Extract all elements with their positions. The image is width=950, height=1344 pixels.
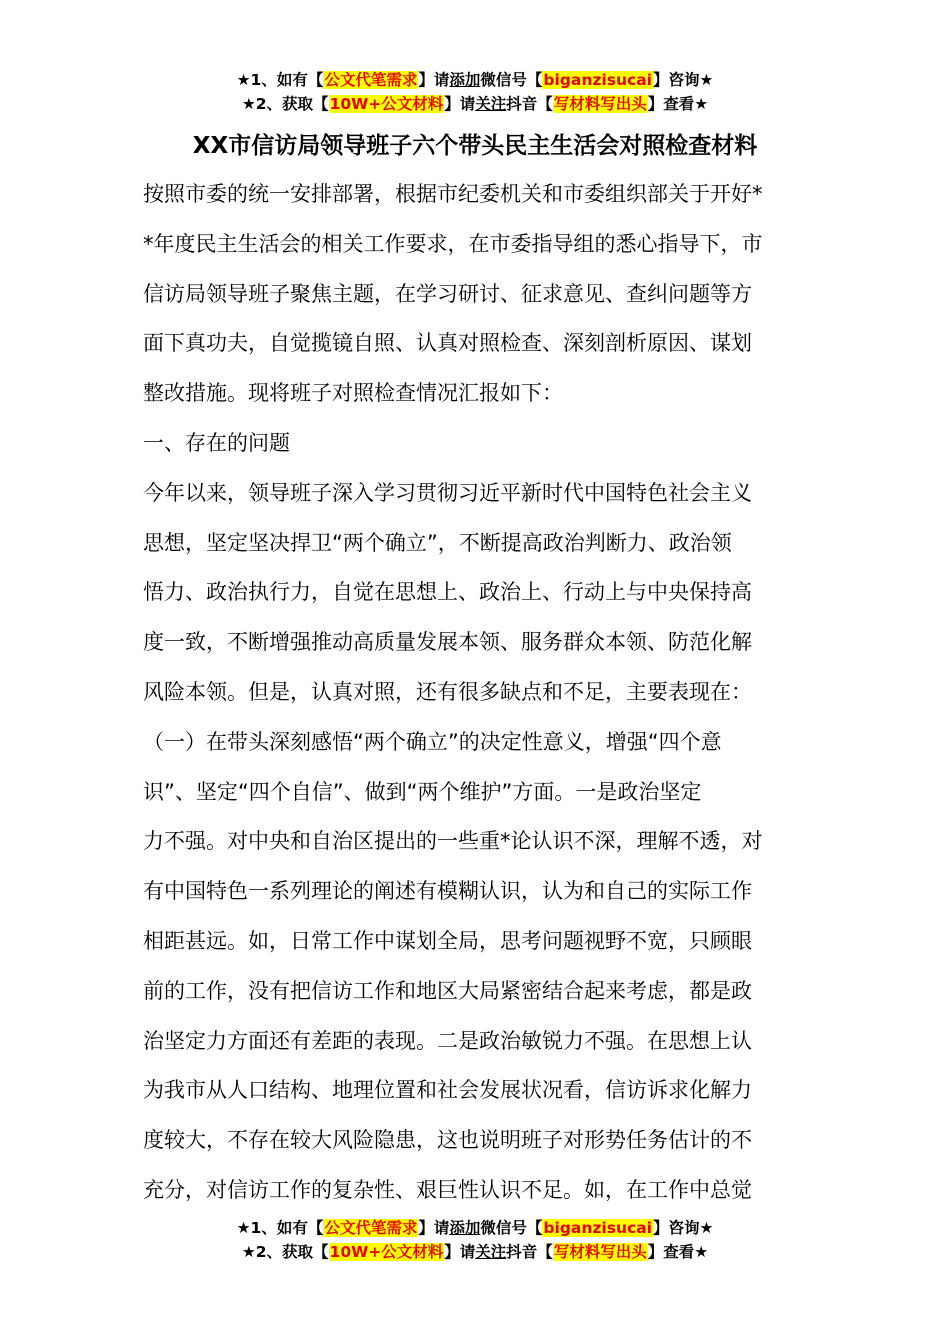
star-icon: ★ [236, 1219, 251, 1237]
promo-text: 】请 [418, 71, 450, 89]
promo-text: 1、如有【 [250, 71, 324, 89]
promo-line-wechat [0, 68, 950, 92]
body-line: 信访局领导班子聚焦主题，在学习研讨、征求意见、查纠问题等方 [143, 281, 752, 306]
promo-highlight-wechat-id: biganzisucai [543, 71, 652, 89]
body-line: 度一致，不断增强推动高质量发展本领、服务群众本领、防范化解 [143, 630, 752, 655]
promo-text: 微信号【 [480, 71, 543, 89]
body-line: *年度民主生活会的相关工作要求，在市委指导组的悉心指导下，市 [143, 231, 763, 256]
star-icon: ★ [241, 1243, 256, 1261]
body-line: 思想，坚定坚决捍卫“两个确立”，不断提高政治判断力、政治领 [143, 530, 732, 555]
promo-text: 2、获取【 [255, 95, 329, 113]
document-title: XX市信访局领导班子六个带头民主生活会对照检查材料 [192, 133, 758, 159]
promo-line-douyin [0, 92, 950, 116]
body-line: 前的工作，没有把信访工作和地区大局紧密结合起来考虑，都是政 [143, 978, 752, 1003]
promo-underlined: 关注 [475, 95, 507, 113]
promo-text: 】请 [444, 95, 476, 113]
promo-text: 】查看★ [647, 95, 709, 113]
promo-line-douyin [0, 1240, 950, 1264]
promo-banner-top [0, 68, 950, 116]
promo-highlight-wechat-id: biganzisucai [543, 1219, 652, 1237]
promo-text: 1、如有【 [250, 1219, 324, 1237]
promo-text: 】请 [444, 1243, 476, 1261]
body-line: 充分，对信访工作的复杂性、艰巨性认识不足。如，在工作中总觉 [143, 1177, 752, 1202]
body-line: 有中国特色一系列理论的阐述有模糊认识，认为和自己的实际工作 [143, 879, 752, 904]
body-line: 按照市委的统一安排部署，根据市纪委机关和市委组织部关于开好* [143, 182, 763, 206]
body-line: 治坚定力方面还有差距的表现。二是政治敏锐力不强。在思想上认 [143, 1028, 752, 1053]
star-icon: ★ [236, 71, 251, 89]
body-line: 面下真功夫，自觉揽镜自照、认真对照检查、深刻剖析原因、谋划 [143, 331, 752, 356]
star-icon: ★ [241, 95, 256, 113]
promo-text: 抖音【 [506, 95, 553, 113]
body-line: 度较大，不存在较大风险隐患，这也说明班子对形势任务估计的不 [143, 1128, 752, 1153]
promo-highlight: 10W+公文材料 [329, 1243, 444, 1261]
body-line: 为我市从人口结构、地理位置和社会发展状况看，信访诉求化解力 [143, 1078, 752, 1103]
promo-text: 抖音【 [506, 1243, 553, 1261]
promo-text: 】咨询★ [652, 71, 714, 89]
body-line: 相距甚远。如，日常工作中谋划全局，思考问题视野不宽，只顾眼 [143, 928, 752, 953]
body-line: 风险本领。但是，认真对照，还有很多缺点和不足，主要表现在： [143, 679, 752, 704]
promo-highlight: 公文代笔需求 [324, 71, 418, 89]
body-line: （一）在带头深刻感悟“两个确立”的决定性意义，增强“四个意 [143, 729, 722, 754]
promo-text: 】请 [418, 1219, 450, 1237]
promo-text: 微信号【 [480, 1219, 543, 1237]
document-body [143, 170, 813, 1216]
promo-highlight-douyin-id: 写材料写出头 [553, 1243, 647, 1261]
promo-highlight-douyin-id: 写材料写出头 [553, 95, 647, 113]
body-line: 悟力、政治执行力，自觉在思想上、政治上、行动上与中央保持高 [143, 580, 752, 605]
section-heading: 一、存在的问题 [143, 430, 290, 455]
promo-text: 】咨询★ [652, 1219, 714, 1237]
body-line: 力不强。对中央和自治区提出的一些重*论认识不深，理解不透，对 [143, 829, 763, 854]
promo-highlight: 10W+公文材料 [329, 95, 444, 113]
body-line: 整改措施。现将班子对照检查情况汇报如下： [143, 381, 563, 406]
body-line: 今年以来，领导班子深入学习贯彻习近平新时代中国特色社会主义 [143, 480, 752, 505]
promo-underlined: 添加 [449, 1219, 481, 1237]
promo-text: 】查看★ [647, 1243, 709, 1261]
promo-highlight: 公文代笔需求 [324, 1219, 418, 1237]
promo-underlined: 添加 [449, 71, 481, 89]
promo-banner-bottom [0, 1216, 950, 1264]
body-line: 识”、坚定“四个自信”、做到“两个维护”方面。一是政治坚定 [143, 779, 702, 804]
promo-line-wechat [0, 1216, 950, 1240]
promo-underlined: 关注 [475, 1243, 507, 1261]
promo-text: 2、获取【 [255, 1243, 329, 1261]
